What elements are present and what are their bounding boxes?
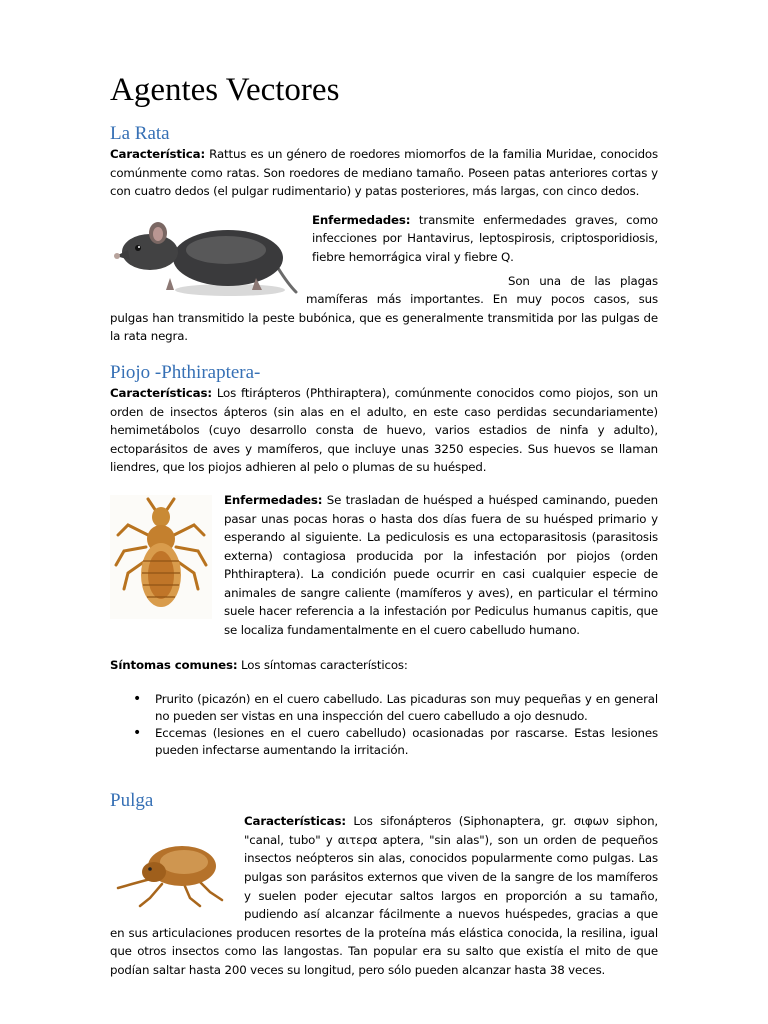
list-item: • Eccemas (lesiones en el cuero cabelludo) ocasionadas por rascarse. Estas lesiones pueden infectarse aumentando la irritación. [155,725,658,759]
rata-enfermedades [312,211,658,267]
flea-image [110,832,234,912]
section-piojo [110,362,658,759]
rat-image [110,206,306,306]
label: Características: [110,385,212,400]
label: Enfermedades: [312,212,411,227]
text: Los sifonápteros (Siphonaptera, gr. σιφων siphon, "canal, tubo" y αιτερα aptera, "sin alas"), son un orden de pequeños insectos neópteros sin alas, conocidos popularmente como pulgas. Las pulgas son parásitos externos que viven de la sangre de los mamíferos y suelen poder ejecutar saltos largos en proporción a su tamaño, pudiendo así alcanzar fácilmente a nuevos huéspedes, gracias a que en sus articulaciones producen resortes de la proteína más elástica conocida, la resilina, igual que otros insectos como las langostas. Tan popular era su salto que existía el mito de que podían saltar hasta 200 veces su longitud, pero sólo pueden alcanzar hasta 38 veces. [110,814,658,977]
piojo-sintomas [110,656,658,675]
page-title: Agentes Vectores [110,72,340,108]
document-page [110,70,658,980]
rat-illustration [110,206,306,306]
louse-illustration [110,495,212,619]
label: Características: [244,814,346,829]
heading-rata: La Rata [110,123,170,144]
label: Enfermedades: [224,492,323,507]
heading-pulga: Pulga [110,790,154,812]
text: transmite enfermedades graves, como infecciones por Hantavirus, leptospirosis, criptosporidiosis, fiebre hemorrágica viral y fiebre Q. [312,212,658,264]
section-rata [110,123,658,346]
flea-illustration [110,832,234,912]
piojo-enfermedades [224,491,658,640]
text: Rattus es un género de roedores miomorfos de la familia Muridae, conocidos comúnmente como ratas. Son roedores de mediano tamaño. Poseen patas anteriores cortas y con cuatro dedos (el pulgar rudimentario) y patas posteriores, más largas, con cinco dedos. [110,147,658,199]
heading-piojo: Piojo -Phthiraptera- [110,361,261,383]
sintomas-list [110,691,658,759]
text: Los síntomas característicos: [237,657,408,672]
louse-image [110,495,212,619]
label: Característica: [110,147,206,161]
text: Se trasladan de huésped a huésped caminando, pueden pasar unas pocas horas o hasta dos días fuera de su huésped primario y esperando al siguiente. La pediculosis es una ectoparasitosis (parasitosis externa) contagiosa producida por la infestación por piojos (orden Phthiraptera). La condición puede ocurrir en casi cualquier especie de animales de sangre caliente (mamíferos y aves), en particular el término suele hacer referencia a la infestación por Pediculus humanus capitis, que se localiza fundamentalmente en el cuero cabelludo humano. [224,492,658,638]
label: Síntomas comunes: [110,657,238,672]
piojo-caracteristicas [110,384,658,477]
list-item: • Prurito (picazón) en el cuero cabelludo. Las picaduras son muy pequeñas y en general no pueden ser vistas en una inspección del cuero cabelludo a ojo desnudo. [155,691,658,725]
rata-caracteristica [110,145,658,201]
rata-plaga: Son una de las plagas mamíferas más importantes. En muy pocos casos, sus pulgas han transmitido la peste bubónica, que es generalmente transmitida por las pulgas de la rata negra. [110,273,658,344]
text: Los ftirápteros (Phthiraptera), comúnmente conocidos como piojos, son un orden de insectos ápteros (sin alas en el adulto, en este caso perdidas secundariamente) hemimetábolos (cuyo desarrollo consta de huevo, varios estadios de ninfa y adulto), ectoparásitos de aves y mamíferos, que incluye unas 3250 especies. Sus huevos se llaman liendres, que los piojos adhieren al pelo o plumas de su huésped. [110,385,658,475]
section-pulga [110,790,658,979]
